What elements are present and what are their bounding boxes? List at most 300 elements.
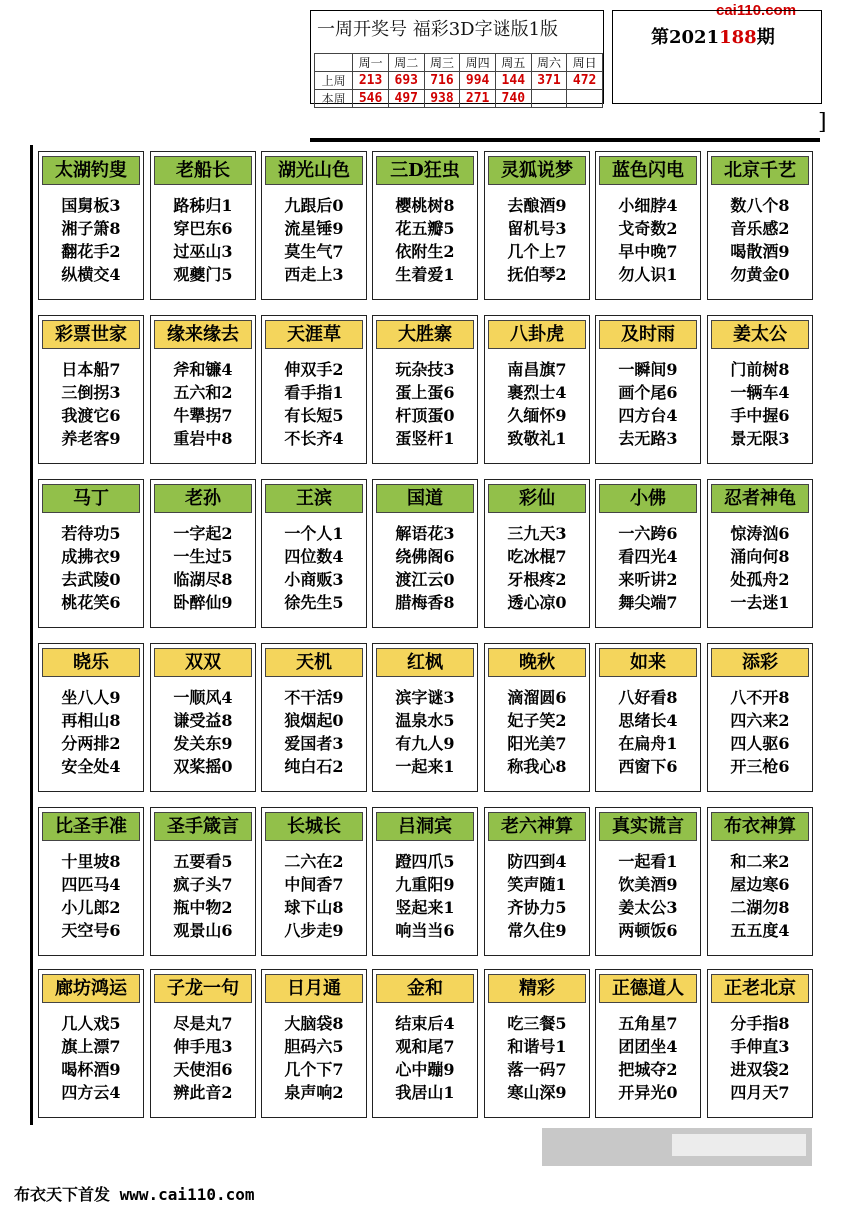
riddle-line: 若待功5 bbox=[61, 524, 121, 543]
riddle-line: 开异光0 bbox=[618, 1083, 678, 1102]
riddle-line: 八步走9 bbox=[284, 921, 344, 940]
weekly-draw-box bbox=[310, 10, 604, 104]
riddle-line: 抚伯琴2 bbox=[507, 265, 567, 284]
riddle-panel bbox=[484, 479, 590, 628]
riddle-panel bbox=[372, 479, 478, 628]
riddle-line: 吃三餐5 bbox=[507, 1014, 567, 1033]
day-label: 周一 bbox=[353, 54, 389, 72]
riddle-line: 看手指1 bbox=[284, 383, 344, 402]
riddle-line: 在扁舟1 bbox=[618, 734, 678, 753]
riddle-panel bbox=[595, 151, 701, 300]
day-label: 周五 bbox=[495, 54, 531, 72]
panel-lines bbox=[485, 522, 589, 614]
riddle-panel bbox=[261, 807, 367, 956]
riddle-line: 腊梅香8 bbox=[395, 593, 455, 612]
day-label: 周三 bbox=[424, 54, 460, 72]
riddle-line: 屋边寒6 bbox=[730, 875, 790, 894]
riddle-line: 数八个8 bbox=[730, 196, 790, 215]
panel-title: 金和 bbox=[376, 974, 474, 1003]
panel-title: 布衣神算 bbox=[711, 812, 809, 841]
weekly-draw-title: 一周开奖号 福彩3D字谜版1版 bbox=[317, 19, 559, 40]
riddle-panel bbox=[38, 479, 144, 628]
riddle-line: 开三枪6 bbox=[730, 757, 790, 776]
riddle-panel bbox=[150, 315, 256, 464]
riddle-line: 去武陵0 bbox=[61, 570, 121, 589]
riddle-line: 蛋上蛋6 bbox=[395, 383, 455, 402]
riddle-line: 五角星7 bbox=[618, 1014, 678, 1033]
panel-lines bbox=[262, 850, 366, 942]
panel-title: 如来 bbox=[599, 648, 697, 677]
riddle-line: 分两排2 bbox=[61, 734, 121, 753]
riddle-panel bbox=[261, 151, 367, 300]
riddle-line: 四匹马4 bbox=[61, 875, 121, 894]
panel-title: 长城长 bbox=[265, 812, 363, 841]
issue-prefix: 第2021 bbox=[651, 27, 720, 48]
riddle-panel bbox=[38, 315, 144, 464]
panel-lines bbox=[39, 358, 143, 450]
issue-number: 188 bbox=[719, 27, 757, 48]
riddle-line: 胆码六5 bbox=[284, 1037, 344, 1056]
panel-title: 精彩 bbox=[488, 974, 586, 1003]
riddle-line: 十里坡8 bbox=[61, 852, 121, 871]
riddle-line: 一去迷1 bbox=[730, 593, 790, 612]
panel-lines bbox=[373, 194, 477, 286]
riddle-line: 西窗下6 bbox=[618, 757, 678, 776]
riddle-line: 玩杂技3 bbox=[395, 360, 455, 379]
riddle-line: 天使泪6 bbox=[173, 1060, 233, 1079]
riddle-line: 过巫山3 bbox=[173, 242, 233, 261]
panel-title: 忍者神龟 bbox=[711, 484, 809, 513]
panel-lines bbox=[485, 194, 589, 286]
riddle-line: 路秭归1 bbox=[173, 196, 233, 215]
riddle-line: 成拂衣9 bbox=[61, 547, 121, 566]
panel-lines bbox=[373, 522, 477, 614]
riddle-line: 穿巴东6 bbox=[173, 219, 233, 238]
issue-label bbox=[651, 23, 775, 49]
riddle-line: 观景山6 bbox=[173, 921, 233, 940]
riddle-line: 几个上7 bbox=[507, 242, 567, 261]
riddle-line: 有九人9 bbox=[395, 734, 455, 753]
panel-lines bbox=[708, 522, 812, 614]
panel-lines bbox=[373, 358, 477, 450]
panel-lines bbox=[708, 358, 812, 450]
riddle-panel bbox=[38, 969, 144, 1118]
riddle-line: 桃花笑6 bbox=[61, 593, 121, 612]
riddle-line: 和谐号1 bbox=[507, 1037, 567, 1056]
issue-suffix: 期 bbox=[756, 27, 775, 48]
riddle-line: 看四光4 bbox=[618, 547, 678, 566]
panel-lines bbox=[708, 1012, 812, 1104]
riddle-line: 和二来2 bbox=[730, 852, 790, 871]
draw-number: 546 bbox=[353, 90, 389, 108]
panel-title: 彩票世家 bbox=[42, 320, 140, 349]
panel-lines bbox=[373, 686, 477, 778]
riddle-line: 斧和镰4 bbox=[173, 360, 233, 379]
riddle-panel bbox=[707, 807, 813, 956]
riddle-line: 九重阳9 bbox=[395, 875, 455, 894]
header-divider bbox=[310, 138, 820, 142]
riddle-line: 卧醉仙9 bbox=[173, 593, 233, 612]
riddle-line: 勿黄金0 bbox=[730, 265, 790, 284]
this-week-row bbox=[315, 90, 603, 108]
riddle-line: 留机号3 bbox=[507, 219, 567, 238]
riddle-line: 称我心8 bbox=[507, 757, 567, 776]
riddle-line: 旗上漂7 bbox=[61, 1037, 121, 1056]
riddle-line: 妃子笑2 bbox=[507, 711, 567, 730]
last-week-row bbox=[315, 72, 603, 90]
panel-title: 北京千艺 bbox=[711, 156, 809, 185]
panel-title: 老船长 bbox=[154, 156, 252, 185]
riddle-panel bbox=[261, 643, 367, 792]
riddle-line: 双桨摇0 bbox=[173, 757, 233, 776]
riddle-line: 纵横交4 bbox=[61, 265, 121, 284]
riddle-line: 心中蹦9 bbox=[395, 1060, 455, 1079]
riddle-line: 舞尖端7 bbox=[618, 593, 678, 612]
draw-number: 716 bbox=[424, 72, 460, 90]
riddle-line: 牙根疼2 bbox=[507, 570, 567, 589]
riddle-line: 一字起2 bbox=[173, 524, 233, 543]
riddle-line: 喝散酒9 bbox=[730, 242, 790, 261]
riddle-line: 解语花3 bbox=[395, 524, 455, 543]
riddle-line: 四六来2 bbox=[730, 711, 790, 730]
panel-title: 国道 bbox=[376, 484, 474, 513]
draw-number: 271 bbox=[460, 90, 496, 108]
riddle-panel bbox=[150, 643, 256, 792]
riddle-line: 吃冰棍7 bbox=[507, 547, 567, 566]
riddle-panel bbox=[595, 969, 701, 1118]
panel-title: 姜太公 bbox=[711, 320, 809, 349]
panel-title: 三D狂虫 bbox=[376, 156, 474, 185]
panel-lines bbox=[262, 522, 366, 614]
riddle-line: 疯子头7 bbox=[173, 875, 233, 894]
riddle-line: 南昌旗7 bbox=[507, 360, 567, 379]
riddle-line: 樱桃树8 bbox=[395, 196, 455, 215]
riddle-line: 莫生气7 bbox=[284, 242, 344, 261]
panel-lines bbox=[596, 522, 700, 614]
riddle-line: 竖起来1 bbox=[395, 898, 455, 917]
draw-number: 938 bbox=[424, 90, 460, 108]
riddle-panel bbox=[38, 807, 144, 956]
draw-number: 371 bbox=[531, 72, 567, 90]
panel-title: 彩仙 bbox=[488, 484, 586, 513]
riddle-line: 伸双手2 bbox=[284, 360, 344, 379]
bracket-mark: ] bbox=[818, 110, 827, 135]
riddle-line: 徐先生5 bbox=[284, 593, 344, 612]
riddle-line: 杆顶蛋0 bbox=[395, 406, 455, 425]
riddle-line: 二六在2 bbox=[284, 852, 344, 871]
riddle-line: 泉声响2 bbox=[284, 1083, 344, 1102]
riddle-panel bbox=[261, 315, 367, 464]
day-header-row bbox=[315, 54, 603, 72]
riddle-line: 日本船7 bbox=[61, 360, 121, 379]
panel-lines bbox=[373, 1012, 477, 1104]
riddle-panel bbox=[595, 807, 701, 956]
riddle-line: 裹烈士4 bbox=[507, 383, 567, 402]
riddle-line: 小儿郎2 bbox=[61, 898, 121, 917]
riddle-line: 大脑袋8 bbox=[284, 1014, 344, 1033]
riddle-line: 姜太公3 bbox=[618, 898, 678, 917]
riddle-panel bbox=[38, 151, 144, 300]
panel-title: 蓝色闪电 bbox=[599, 156, 697, 185]
panel-title: 正老北京 bbox=[711, 974, 809, 1003]
panel-lines bbox=[39, 686, 143, 778]
panel-lines bbox=[39, 522, 143, 614]
riddle-line: 四人驱6 bbox=[730, 734, 790, 753]
draw-number: 144 bbox=[495, 72, 531, 90]
riddle-panel bbox=[38, 643, 144, 792]
riddle-line: 一个人1 bbox=[284, 524, 344, 543]
riddle-line: 八好看8 bbox=[618, 688, 678, 707]
riddle-line: 几个下7 bbox=[284, 1060, 344, 1079]
riddle-line: 温泉水5 bbox=[395, 711, 455, 730]
riddle-line: 阳光美7 bbox=[507, 734, 567, 753]
panel-title: 灵狐说梦 bbox=[488, 156, 586, 185]
panel-lines bbox=[485, 850, 589, 942]
panel-title: 王滨 bbox=[265, 484, 363, 513]
riddle-panel bbox=[484, 643, 590, 792]
panel-title: 缘来缘去 bbox=[154, 320, 252, 349]
riddle-line: 防四到4 bbox=[507, 852, 567, 871]
panel-title: 添彩 bbox=[711, 648, 809, 677]
riddle-panel bbox=[707, 969, 813, 1118]
panel-title: 正德道人 bbox=[599, 974, 697, 1003]
panel-title: 大胜寨 bbox=[376, 320, 474, 349]
panel-lines bbox=[708, 194, 812, 286]
panel-title: 吕洞宾 bbox=[376, 812, 474, 841]
panel-title: 天机 bbox=[265, 648, 363, 677]
riddle-line: 八不开8 bbox=[730, 688, 790, 707]
riddle-line: 三倒拐3 bbox=[61, 383, 121, 402]
draw-number: 994 bbox=[460, 72, 496, 90]
riddle-line: 重岩中8 bbox=[173, 429, 233, 448]
riddle-line: 花五瓣5 bbox=[395, 219, 455, 238]
riddle-line: 五六和2 bbox=[173, 383, 233, 402]
riddle-line: 早中晚7 bbox=[618, 242, 678, 261]
riddle-panel bbox=[484, 151, 590, 300]
riddle-panel bbox=[261, 479, 367, 628]
weekly-draw-table bbox=[314, 53, 603, 108]
riddle-line: 伸手甩3 bbox=[173, 1037, 233, 1056]
riddle-line: 分手指8 bbox=[730, 1014, 790, 1033]
riddle-panel bbox=[372, 807, 478, 956]
riddle-line: 依附生2 bbox=[395, 242, 455, 261]
panel-lines bbox=[262, 1012, 366, 1104]
riddle-line: 手伸直3 bbox=[730, 1037, 790, 1056]
riddle-line: 喝杯酒9 bbox=[61, 1060, 121, 1079]
panel-lines bbox=[151, 522, 255, 614]
riddle-line: 结束后4 bbox=[395, 1014, 455, 1033]
riddle-line: 谦受益8 bbox=[173, 711, 233, 730]
riddle-line: 有长短5 bbox=[284, 406, 344, 425]
panel-lines bbox=[708, 686, 812, 778]
panel-title: 马丁 bbox=[42, 484, 140, 513]
riddle-panel bbox=[595, 479, 701, 628]
riddle-panel bbox=[150, 807, 256, 956]
panel-lines bbox=[485, 1012, 589, 1104]
riddle-line: 来听讲2 bbox=[618, 570, 678, 589]
riddle-line: 几人戏5 bbox=[61, 1014, 121, 1033]
panel-title: 八卦虎 bbox=[488, 320, 586, 349]
riddle-line: 瓶中物2 bbox=[173, 898, 233, 917]
riddle-line: 不干活9 bbox=[284, 688, 344, 707]
riddle-line: 蹬四爪5 bbox=[395, 852, 455, 871]
issue-box bbox=[612, 10, 822, 104]
riddle-panel bbox=[707, 315, 813, 464]
riddle-line: 一起看1 bbox=[618, 852, 678, 871]
riddle-line: 一瞬间9 bbox=[618, 360, 678, 379]
riddle-panel bbox=[707, 479, 813, 628]
riddle-panel bbox=[595, 315, 701, 464]
panel-lines bbox=[151, 686, 255, 778]
day-label: 周日 bbox=[567, 54, 603, 72]
panel-lines bbox=[39, 850, 143, 942]
draw-number: 693 bbox=[388, 72, 424, 90]
riddle-line: 响当当6 bbox=[395, 921, 455, 940]
riddle-line: 久缅怀9 bbox=[507, 406, 567, 425]
panel-title: 日月通 bbox=[265, 974, 363, 1003]
panel-title: 双双 bbox=[154, 648, 252, 677]
riddle-line: 落一码7 bbox=[507, 1060, 567, 1079]
panel-lines bbox=[151, 1012, 255, 1104]
riddle-panel bbox=[372, 969, 478, 1118]
panel-title: 红枫 bbox=[376, 648, 474, 677]
riddle-line: 球下山8 bbox=[284, 898, 344, 917]
draw-number bbox=[531, 90, 567, 108]
riddle-panel bbox=[484, 969, 590, 1118]
riddle-line: 处孤舟2 bbox=[730, 570, 790, 589]
site-watermark: cai110.com bbox=[716, 2, 797, 19]
panel-title: 太湖钓叟 bbox=[42, 156, 140, 185]
riddle-line: 蛋竖杆1 bbox=[395, 429, 455, 448]
riddle-line: 小细脖4 bbox=[618, 196, 678, 215]
panel-lines bbox=[151, 850, 255, 942]
panel-lines bbox=[596, 1012, 700, 1104]
riddle-panel bbox=[372, 151, 478, 300]
panel-title: 晓乐 bbox=[42, 648, 140, 677]
riddle-line: 狼烟起0 bbox=[284, 711, 344, 730]
panel-lines bbox=[596, 686, 700, 778]
riddle-line: 一起来1 bbox=[395, 757, 455, 776]
riddle-line: 五要看5 bbox=[173, 852, 233, 871]
riddle-line: 二湖勿8 bbox=[730, 898, 790, 917]
draw-number: 213 bbox=[353, 72, 389, 90]
riddle-line: 临湖尽8 bbox=[173, 570, 233, 589]
panel-title: 真实谎言 bbox=[599, 812, 697, 841]
riddle-panel bbox=[484, 807, 590, 956]
riddle-line: 西走上3 bbox=[284, 265, 344, 284]
riddle-line: 一辆车4 bbox=[730, 383, 790, 402]
riddle-line: 两顿饭6 bbox=[618, 921, 678, 940]
riddle-line: 透心凉0 bbox=[507, 593, 567, 612]
riddle-line: 四月天7 bbox=[730, 1083, 790, 1102]
riddle-line: 再相山8 bbox=[61, 711, 121, 730]
panel-lines bbox=[39, 194, 143, 286]
riddle-line: 不长齐4 bbox=[284, 429, 344, 448]
riddle-line: 惊涛汹6 bbox=[730, 524, 790, 543]
riddle-panel bbox=[595, 643, 701, 792]
riddle-line: 坐八人9 bbox=[61, 688, 121, 707]
riddle-panel bbox=[150, 969, 256, 1118]
panel-lines bbox=[485, 358, 589, 450]
footer-text: 布衣天下首发 www.cai110.com bbox=[14, 1185, 255, 1204]
riddle-line: 音乐感2 bbox=[730, 219, 790, 238]
riddle-line: 爱国者3 bbox=[284, 734, 344, 753]
panel-lines bbox=[39, 1012, 143, 1104]
panel-lines bbox=[262, 686, 366, 778]
riddle-line: 戈奇数2 bbox=[618, 219, 678, 238]
riddle-line: 我居山1 bbox=[395, 1083, 455, 1102]
riddle-line: 中间香7 bbox=[284, 875, 344, 894]
panel-lines bbox=[596, 850, 700, 942]
draw-number bbox=[567, 90, 603, 108]
riddle-line: 九跟后0 bbox=[284, 196, 344, 215]
riddle-line: 手中握6 bbox=[730, 406, 790, 425]
panel-title: 湖光山色 bbox=[265, 156, 363, 185]
panel-title: 天涯草 bbox=[265, 320, 363, 349]
riddle-line: 进双袋2 bbox=[730, 1060, 790, 1079]
riddle-line: 致敬礼1 bbox=[507, 429, 567, 448]
riddle-line: 勿人识1 bbox=[618, 265, 678, 284]
riddle-line: 我渡它6 bbox=[61, 406, 121, 425]
riddle-line: 去无路3 bbox=[618, 429, 678, 448]
panel-title: 子龙一句 bbox=[154, 974, 252, 1003]
riddle-panel bbox=[150, 479, 256, 628]
riddle-line: 一顺风4 bbox=[173, 688, 233, 707]
riddle-line: 四位数4 bbox=[284, 547, 344, 566]
panel-lines bbox=[373, 850, 477, 942]
riddle-line: 小商贩3 bbox=[284, 570, 344, 589]
riddle-line: 湘子箫8 bbox=[61, 219, 121, 238]
row-label: 本周 bbox=[315, 90, 353, 108]
riddle-line: 一生过5 bbox=[173, 547, 233, 566]
panel-lines bbox=[151, 194, 255, 286]
panel-title: 廊坊鸿运 bbox=[42, 974, 140, 1003]
footer-box bbox=[672, 1134, 806, 1156]
riddle-panel bbox=[484, 315, 590, 464]
riddle-line: 发关东9 bbox=[173, 734, 233, 753]
riddle-panel bbox=[707, 643, 813, 792]
panel-lines bbox=[485, 686, 589, 778]
day-label: 周二 bbox=[388, 54, 424, 72]
panel-title: 小佛 bbox=[599, 484, 697, 513]
panel-title: 晚秋 bbox=[488, 648, 586, 677]
riddle-line: 团团坐4 bbox=[618, 1037, 678, 1056]
riddle-line: 生着爱1 bbox=[395, 265, 455, 284]
riddle-line: 国舅板3 bbox=[61, 196, 121, 215]
riddle-line: 滨字谜3 bbox=[395, 688, 455, 707]
draw-number: 497 bbox=[388, 90, 424, 108]
draw-number: 472 bbox=[567, 72, 603, 90]
panel-lines bbox=[596, 194, 700, 286]
riddle-line: 滴溜圆6 bbox=[507, 688, 567, 707]
riddle-line: 四方云4 bbox=[61, 1083, 121, 1102]
panel-title: 比圣手准 bbox=[42, 812, 140, 841]
riddle-line: 饮美酒9 bbox=[618, 875, 678, 894]
day-label: 周六 bbox=[531, 54, 567, 72]
panel-lines bbox=[262, 194, 366, 286]
panel-lines bbox=[596, 358, 700, 450]
riddle-line: 涌向何8 bbox=[730, 547, 790, 566]
riddle-line: 常久住9 bbox=[507, 921, 567, 940]
riddle-line: 画个尾6 bbox=[618, 383, 678, 402]
row-label: 上周 bbox=[315, 72, 353, 90]
riddle-panel bbox=[372, 643, 478, 792]
riddle-panel bbox=[150, 151, 256, 300]
riddle-line: 寒山深9 bbox=[507, 1083, 567, 1102]
riddle-line: 流星锤9 bbox=[284, 219, 344, 238]
panel-lines bbox=[151, 358, 255, 450]
riddle-panel bbox=[372, 315, 478, 464]
